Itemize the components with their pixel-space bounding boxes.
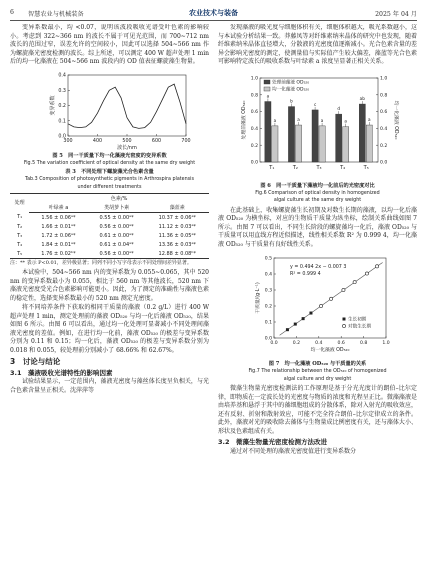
bar: [336, 114, 342, 162]
data-point: [375, 265, 378, 268]
table-row: [10, 213, 209, 223]
bar-sig-label: a: [273, 117, 277, 123]
table-header-group: 色素/%: [29, 194, 209, 204]
legend-label: 生长初期: [348, 317, 367, 323]
y-tick-label: 0.4: [58, 73, 66, 79]
table-cell: T₁: [17, 214, 23, 221]
left-column: [10, 24, 209, 569]
bar: [265, 101, 271, 161]
data-line: [68, 84, 186, 128]
right-column: [218, 24, 417, 569]
table-row: [10, 249, 209, 259]
y-tick-label: 0.0: [58, 134, 66, 140]
table-cell: 1.66 ± 0.01ᵃ*: [41, 223, 76, 230]
bar-sig-label: a: [344, 118, 347, 124]
page-number: 6: [10, 9, 14, 16]
table-cell: 13.36 ± 0.03ᵃ*: [158, 241, 196, 248]
paragraph: 通过对不同处理的藻液光密度值进行变异系数分: [230, 447, 357, 455]
table-header-chla: 叶绿素 a: [29, 203, 87, 213]
legend-marker: [342, 324, 345, 327]
table-cell: T₂: [17, 223, 23, 230]
fig6-bar-chart: [218, 70, 417, 182]
x-tick-label: 0.8: [359, 341, 368, 346]
section-title: 农业技术与装备: [189, 8, 238, 17]
figure-6: [218, 70, 417, 205]
fig7-caption-cn: 图 7 均一化藻液 OD₅₂₀ 与干质量的关系: [268, 361, 367, 367]
table-cell: 11.12 ± 0.03ᵃ*: [158, 223, 196, 230]
y-tick-label: 0.5: [264, 256, 272, 262]
header-rule: [10, 20, 417, 21]
table3-title-en-1: Tab.3 Composition of photosynthetic pigments in Arthrospira platensis: [24, 177, 194, 182]
y-tick-label-left: 0.6: [250, 109, 258, 115]
figure-5: [10, 70, 209, 168]
data-point: [342, 288, 345, 291]
table-cell: T₅: [10, 249, 29, 259]
bar: [343, 126, 349, 161]
table3-note: 注：** 表示 P<0.01，差异极显著；同列不同小写字母表示不同处理间差异显著。: [10, 260, 192, 266]
y-tick-label: 0.3: [264, 288, 272, 294]
table-cell: 0.56 ± 0.00ᵃ*: [99, 223, 134, 230]
bar-sig-label: a: [297, 116, 300, 122]
x-tick-label: 0.2: [292, 341, 301, 346]
data-point: [330, 297, 333, 300]
bar: [312, 109, 318, 161]
paragraph: 本试验中，504~566 nm 内的变异系数为 0.055~0.065，其中 520 nm 的变异系数最小为 0.055，相比于 560 nm 等其他波长，520 nm 下藻液光密度受光合色素影响可能更小。因此，为了测定的准确性与藻液色素的稳定性，选择变异系数最小的 520 nm 测定光密度。: [10, 269, 209, 302]
bar-sig-label: a: [266, 93, 270, 99]
subsection-heading: 3.1 藻液吸收光谱特性的影响因素: [10, 368, 113, 377]
bar: [272, 125, 278, 161]
y-tick-label: 0.1: [58, 118, 66, 124]
bar-sig-label: a: [320, 117, 324, 123]
legend-label: 处理前藻液 OD₅₂₀: [272, 80, 310, 86]
y-axis-label: 变异系数: [50, 94, 56, 116]
y-tick-label-left: 0.0: [250, 160, 258, 166]
x-tick-label: T₅: [363, 164, 369, 171]
y-tick-label-right: 0.8: [380, 92, 388, 98]
data-point: [353, 281, 356, 284]
table-cell: 11.36 ± 0.05ᵃ*: [158, 232, 196, 239]
x-tick-label: 400: [92, 138, 103, 144]
table-cell: 1.76 ± 0.02ᵇ*: [29, 249, 87, 259]
bar: [359, 104, 365, 162]
y-tick-label-right: 1.0: [380, 76, 388, 82]
table-cell: 0.55 ± 0.00ᵃ*: [99, 214, 134, 221]
data-point: [319, 304, 322, 307]
bar: [295, 125, 301, 162]
y-tick-label: 0.2: [58, 103, 66, 109]
fig5-line-chart: [10, 70, 209, 152]
data-point: [302, 317, 305, 320]
table-cell: 0.61 ± 0.04ᵃ*: [99, 241, 134, 248]
x-tick-label: 0.4: [315, 341, 323, 346]
x-tick-label: 700: [181, 138, 191, 144]
data-point: [365, 272, 368, 275]
paragraph: 试验结果显示，一定范围内，藻液光密度与藻丝体长度呈负相关，与光合色素含量呈正相关。沈萍萍等: [10, 378, 209, 394]
y-tick-label: 0.2: [264, 304, 272, 310]
table-row: [10, 240, 209, 249]
bar: [366, 125, 372, 162]
table-header-carotenoid: 类胡萝卜素: [88, 203, 146, 213]
table-cell: 10.37 ± 0.06ᵃ*: [158, 214, 196, 221]
y-tick-label-right: 0.0: [380, 160, 388, 166]
x-axis-label: 均一化藻液 OD₅₂₀: [310, 348, 350, 353]
x-tick-label: T₁: [269, 164, 275, 171]
y-tick-label-left: 0.2: [250, 143, 258, 149]
x-tick-label: 500: [122, 138, 132, 144]
paragraph: 在此基础上，收集螺旋藻生长初期及对数生长期的藻液，以均一化后藻液 OD₅₂₀ 为横坐标，对应的生物质干质量为纵坐标，绘制关系曲线如图 7 所示。由图 7 可以看出，不同生长阶段的螺旋藻均一化后，藻液 OD₅₂₀ 与干质量可以用直线方程近似描述，线性相关系数 R² 为 0.999 4，均一化藻液 OD₅₂₀ 与干质量有良好线性关系。: [218, 206, 417, 248]
x-tick-label: T₃: [316, 164, 322, 171]
legend-marker: [343, 318, 346, 321]
y-axis-label: 干质量/(g·L⁻¹): [256, 282, 261, 314]
fig6-caption-en-1: Fig.6 Comparison of optical density in homogenized: [255, 190, 380, 196]
y-tick-label-right: 0.4: [380, 126, 388, 132]
table3-title-cn: 表 3 不同处理下螺旋藻光合色素含量: [65, 169, 154, 175]
table-row: [10, 222, 209, 231]
y-tick-label: 0.0: [264, 336, 272, 342]
paragraph: 将不同培养条件下获取的相同干质量的藻液（0.2 g/L）进行 400 W 超声处理 1 min，测定处理前的藻液 OD₅₂₀ 与均一化后藻液 OD₅₂₀，结果如图 6 所示。由图 6 可以看出，通过均一化处理可显著减小不同处理间藻液光密度的差值。例如，在进行均一化前，藻液 OD₅₂₀ 的极差与变异系数分别为 0.11 和 0.15；均一化后，藻液 OD₅₂₀ 的极差与变异系数分别为 0.018 和 0.055，较处理前分别减小了 68.66% 和 62.67%。: [10, 304, 209, 354]
bar: [319, 125, 325, 161]
subsection-heading: 3.2 微藻生物量光密度检测方法改进: [218, 438, 328, 446]
y-tick-label-left: 0.4: [250, 126, 258, 132]
table-cell: T₃: [17, 232, 23, 239]
journal-name: 智慧农业与机械装备: [28, 11, 84, 18]
fig5-caption-cn: 图 5 同一干质量下均一化藻液光密度的变异系数: [52, 152, 167, 159]
bar-sig-label: c: [313, 101, 317, 107]
x-tick-label: T₄: [340, 164, 346, 171]
paragraph: 变异系数最小，均 <0.07，说明该波段吸收光谱受叶色素的影响较小。考虑到 322~366 nm 的波长不属于可见光范围，而 700~712 nm 波长的范围过窄，误差允许的空间较小，因此可以选择 504~566 nm 作为螺旋藻光密度检测的波长。综上所述，可以测定 400 W 超声处理 1 min 后的均一化藻液在 504~566 nm 波段内的 OD 值表征螺旋藻生物量。: [10, 24, 209, 65]
y-tick-label-right: 0.2: [380, 143, 388, 149]
x-tick-label: 1.0: [382, 341, 390, 346]
y-tick-label: 0.1: [264, 320, 272, 326]
y-tick-label-left: 0.8: [250, 92, 258, 98]
bar-sig-label: b: [290, 98, 293, 104]
section-heading: 3 讨论与结论: [10, 357, 61, 366]
fig7-caption-en-1: Fig.7 The relationship between the OD₅₂₀ of homogenized: [248, 369, 387, 374]
table-header-process: 处理: [10, 194, 29, 213]
y-axis-label-left: 处理前藻液 OD₅₂₀: [242, 100, 247, 139]
bar: [288, 106, 294, 161]
y-axis-label-right: 均一化藻液 OD₅₂₀: [393, 100, 398, 139]
table-cell: 1.56 ± 0.06ᵃ*: [41, 214, 76, 221]
table-cell: 0.56 ± 0.00ᵃ*: [88, 249, 146, 259]
legend-label: 均一化藻液 OD₅₂₀: [272, 87, 310, 93]
x-tick-label: T₂: [292, 164, 298, 171]
data-point: [294, 323, 297, 326]
fit-r2: R² = 0.999 4: [290, 272, 321, 277]
legend-label: 对数生长期: [348, 324, 371, 330]
fit-equation: y = 0.494 2x − 0.007 3: [290, 265, 347, 270]
table3-title-en-2: under different treatments: [77, 184, 142, 190]
issue-date: 2025 年 04 月: [375, 11, 417, 18]
table-cell: 1.84 ± 0.01ᵃ*: [41, 241, 76, 248]
bar-sig-label: ab: [359, 95, 365, 101]
table-cell: T₄: [17, 241, 23, 248]
table-cell: 0.61 ± 0.00ᵃ*: [99, 232, 134, 239]
x-tick-label: 600: [151, 138, 162, 144]
fig6-caption-en-2: algal culture at the same dry weight: [273, 198, 362, 203]
table-cell: 12.88 ± 0.08ᵇ*: [146, 249, 209, 259]
x-tick-label: 300: [63, 138, 73, 144]
paragraph: 微藻生物量光密度检测法的工作原理是基于分光光度计的朗伯–比尔定律，即物质在一定波长处的光密度与物质的浓度和光程呈正比。微藻藻液是由培养基和悬浮于其中的藻细胞组成的分散体系，除对入射光的吸收效应，还有反射、折射和散射效应，可能不完全符合朗伯–比尔定律成立的条件。此外，藻液对光的吸收除去藻体与生物量成比例密度有关，还与藻体大小、形状及色素组成有关。: [218, 385, 417, 435]
fig7-scatter-chart: [218, 252, 417, 360]
table-row: [10, 231, 209, 240]
y-tick-label: 0.4: [264, 272, 272, 278]
table-header-phycocyanin: 藻蓝素: [146, 203, 209, 213]
x-tick-label: 0.0: [270, 341, 278, 346]
data-point: [309, 312, 312, 315]
page-header: [10, 8, 417, 20]
paragraph: 发现藻液的吸光度与细胞体积有关，细胞体积越大，吸光系数越小，这与本试验分析结果一致。莽藤凤等对纤维素纳米晶体的研究中也发现，随着纤维素纳米晶体直径增大，分散液的光密度值逐渐减小。光合色素含量的差异会影响光密度的测定，使测量值与实际值产生较大偏差，藻蓝等光合色素可影响特定波长的吸收系数与叶绿素 a 浓度呈显著正相关关系。: [218, 24, 417, 65]
figure-7: [218, 252, 417, 383]
fig6-caption-cn: 图 6 同一干质量下藻液均一化前后的光密度对比: [260, 182, 375, 189]
x-axis-label: 波长/nm: [117, 144, 137, 151]
y-tick-label-left: 1.0: [250, 76, 258, 82]
bar-sig-label: d: [337, 105, 341, 111]
y-tick-label-right: 0.6: [380, 109, 388, 115]
y-tick-label: 0.3: [58, 88, 66, 94]
x-tick-label: 0.6: [337, 341, 345, 346]
fig5-caption-en: Fig.5 The variation coefficient of optical density at the same dry weight: [23, 160, 196, 166]
legend-swatch: [264, 80, 270, 84]
bar-sig-label: a: [368, 116, 371, 122]
fig7-caption-en-2: algal culture and dry weight: [283, 376, 352, 382]
table-cell: 1.72 ± 0.06ᵃ*: [41, 232, 76, 239]
pigment-table: [10, 193, 209, 259]
data-point: [286, 328, 289, 331]
legend-swatch: [264, 87, 270, 91]
